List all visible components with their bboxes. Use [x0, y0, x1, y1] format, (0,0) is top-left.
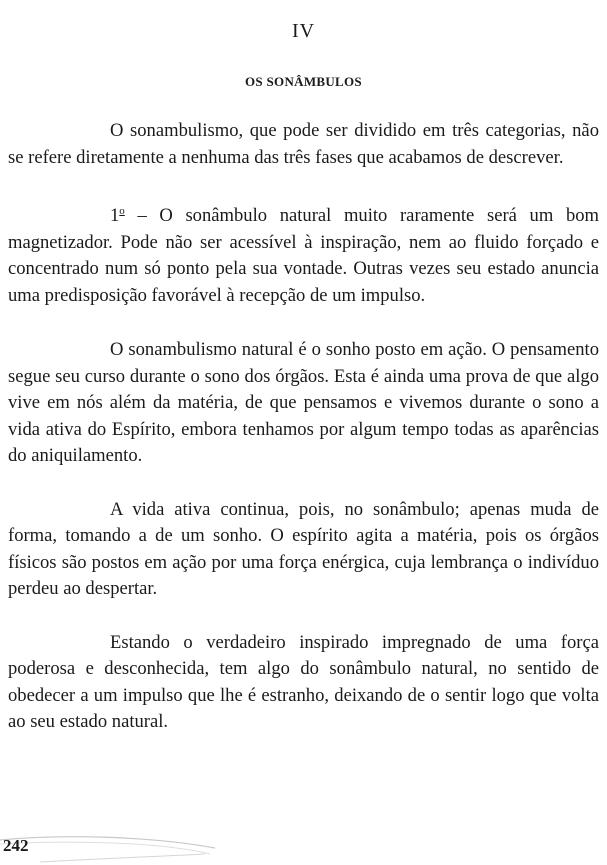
paragraph-2: [8, 198, 599, 309]
paragraph-4: A vida ativa continua, pois, no sonâmbulo; apenas muda de forma, tomando a de um sonho. O espírito agita a matéria, pois os órgãos físicos são postos em ação por uma força enérgica, cuja lembrança o indivíduo perdeu ao despertar.: [8, 498, 599, 599]
chapter-title: OS SONÂMBULOS: [245, 74, 362, 89]
paragraph-5: Estando o verdadeiro inspirado impregnado de uma força poderosa e desconhecida, tem algo do sonâmbulo natural, no sentido de obedecer a um impulso que lhe é estranho, deixando de o sentir logo que volta ao seu estado natural.: [8, 631, 599, 732]
page-number: 242: [3, 836, 29, 855]
footer-curve-ornament: [0, 828, 300, 865]
ordinal-indicator: o: [119, 205, 125, 217]
paragraph-3: O sonambulismo natural é o sonho posto em ação. O pensamento segue seu curso durante o sono dos órgãos. Esta é ainda uma prova de que algo vive em nós além da matéria, de que pensamos e vivemos durante o sono a vida ativa do Espírito, embora tenhamos por algum tempo todas as aparências do aniquilamento.: [8, 339, 599, 466]
item-number: 1: [110, 205, 120, 226]
paragraph-2-text: – O sonâmbulo natural muito raramente será um bom magnetizador. Pode não ser acessível à inspiração, nem ao fluido forçado e concentrado num só ponto pela sua vontade. Outras vezes seu estado anuncia uma predisposição favorável à recepção de um impulso.: [8, 205, 599, 306]
chapter-numeral: IV: [291, 20, 316, 42]
paragraph-1: O sonambulismo, que pode ser dividido em três categorias, não se refere diretamente a nenhuma das três fases que acabamos de descrever.: [8, 120, 599, 168]
body-text: [8, 118, 599, 763]
